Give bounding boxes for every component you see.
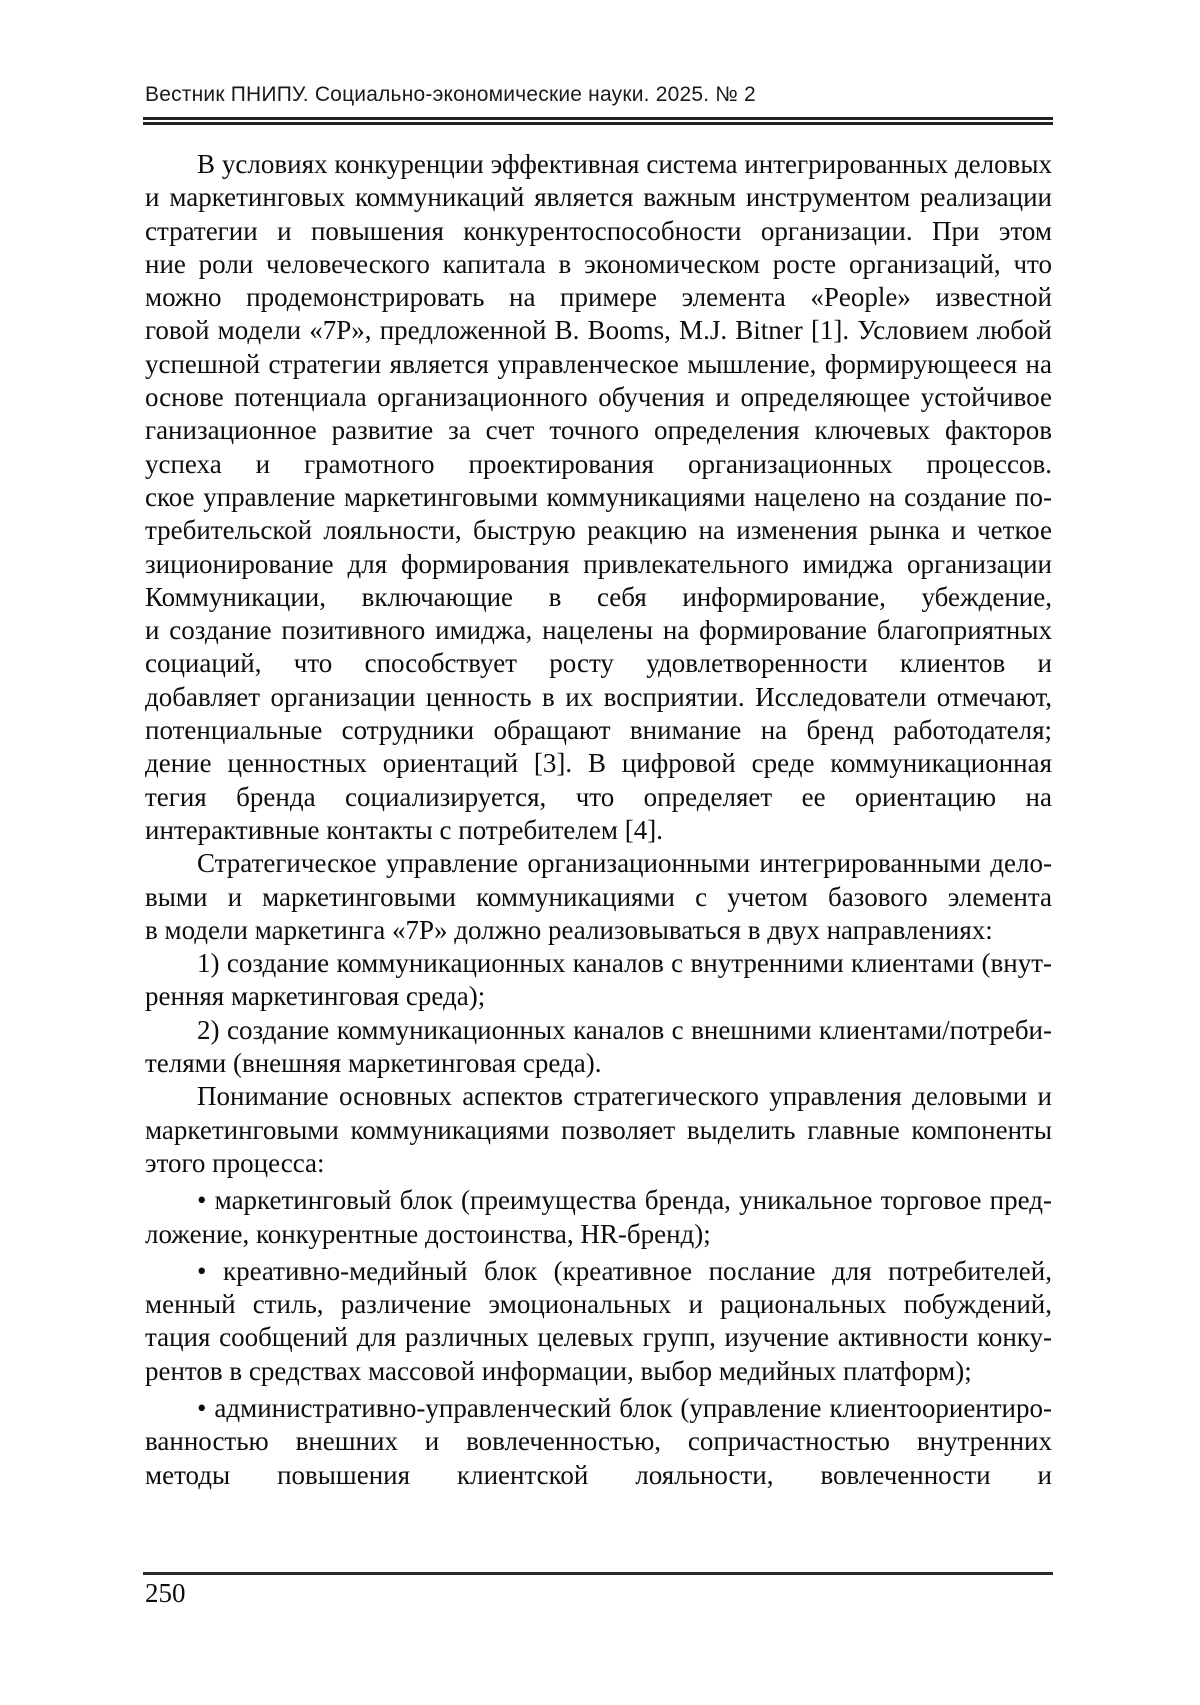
text-line: ние роли человеческого капитала в экономическом росте организаций, что bbox=[145, 248, 1052, 279]
text-line: успеха и грамотного проектирования организационных процессов. bbox=[145, 448, 1052, 479]
text-line: маркетинговыми коммуникациями позволяет выделить главные компоненты bbox=[145, 1114, 1052, 1145]
bullet-item-line: рентов в средствах массовой информации, выбор медийных платформ); bbox=[145, 1355, 972, 1386]
text-line: социаций, что способствует росту удовлетворенности клиентов и bbox=[145, 648, 1052, 679]
bullet-item-line: ванностью внешних и вовлеченностью, сопричастностью внутренних bbox=[145, 1426, 1052, 1457]
text-line: Понимание основных аспектов стратегического управления деловыми и bbox=[197, 1081, 1052, 1112]
text-line: говой модели «7P», предложенной B. Booms, M.J. Bitner [1]. Условием любой bbox=[145, 315, 1052, 346]
text-line: и создание позитивного имиджа, нацелены на формирование благоприятных bbox=[145, 615, 1052, 646]
text-line: ское управление маркетинговыми коммуникациями нацелено на создание по- bbox=[145, 481, 1052, 512]
text-line: можно продемонстрировать на примере элемента «People» известной bbox=[145, 282, 1052, 313]
numbered-item-line: ренняя маркетинговая среда); bbox=[145, 981, 486, 1012]
text-line: и маркетинговых коммуникаций является важным инструментом реализации bbox=[145, 182, 1052, 213]
text-line: потенциальные сотрудники обращают внимание на бренд работодателя; bbox=[145, 715, 1052, 746]
numbered-item-line: 2) создание коммуникационных каналов с внешними клиентами/потреби- bbox=[197, 1014, 1052, 1045]
text-line: успешной стратегии является управленческое мышление, формирующееся на bbox=[145, 348, 1052, 379]
header-double-rule bbox=[143, 117, 1053, 125]
running-header: Вестник ПНИПУ. Социально-экономические науки. 2025. № 2 bbox=[145, 83, 756, 106]
text-line: тегия бренда социализируется, что определяет ее ориентацию на bbox=[145, 781, 1052, 812]
bullet-item-line: менный стиль, различение эмоциональных и рациональных побуждений, bbox=[145, 1289, 1052, 1320]
bullet-item-line: тация сообщений для различных целевых групп, изучение активности конку- bbox=[145, 1322, 1052, 1353]
text-line: Стратегическое управление организационными интегрированными дело- bbox=[197, 848, 1052, 879]
bullet-item-line: • маркетинговый блок (преимущества бренда, уникальное торговое пред- bbox=[197, 1185, 1052, 1216]
numbered-item-line: 1) создание коммуникационных каналов с внутренними клиентами (внут- bbox=[197, 948, 1052, 979]
text-line: в модели маркетинга «7P» должно реализовываться в двух направлениях: bbox=[145, 914, 993, 945]
footer-rule bbox=[143, 1572, 1053, 1575]
text-line: Коммуникации, включающие в себя информирование, убеждение, bbox=[145, 581, 1052, 612]
article-body bbox=[145, 148, 1052, 1492]
page-number: 250 bbox=[145, 1578, 186, 1608]
text-line: В условиях конкуренции эффективная система интегрированных деловых bbox=[197, 149, 1052, 179]
bullet-item-line: • креативно-медийный блок (креативное послание для потребителей, bbox=[197, 1255, 1052, 1286]
text-line: ганизационное развитие за счет точного определения ключевых факторов bbox=[145, 415, 1052, 446]
text-line: стратегии и повышения конкурентоспособности организации. При этом bbox=[145, 215, 1052, 246]
bullet-item-line: • административно-управленческий блок (управление клиентоориентиро- bbox=[197, 1392, 1052, 1423]
numbered-item-line: телями (внешняя маркетинговая среда). bbox=[145, 1048, 602, 1079]
text-line: добавляет организации ценность в их восприятии. Исследователи отмечают, bbox=[145, 681, 1052, 712]
bullet-item-line: ложение, конкурентные достоинства, HR-бренд); bbox=[145, 1218, 711, 1249]
text-line: зиционирование для формирования привлекательного имиджа организации bbox=[145, 548, 1052, 579]
text-line: этого процесса: bbox=[145, 1147, 325, 1178]
text-line: основе потенциала организационного обучения и определяющее устойчивое bbox=[145, 382, 1052, 413]
text-line: требительской лояльности, быструю реакцию на изменения рынка и четкое bbox=[145, 515, 1052, 546]
text-line: выми и маркетинговыми коммуникациями с учетом базового элемента bbox=[145, 881, 1052, 912]
text-line: интерактивные контакты с потребителем [4]. bbox=[145, 814, 663, 845]
text-line: дение ценностных ориентаций [3]. В цифровой среде коммуникационная bbox=[145, 748, 1052, 779]
bullet-item-line: методы повышения клиентской лояльности, вовлеченности и bbox=[145, 1459, 1052, 1490]
